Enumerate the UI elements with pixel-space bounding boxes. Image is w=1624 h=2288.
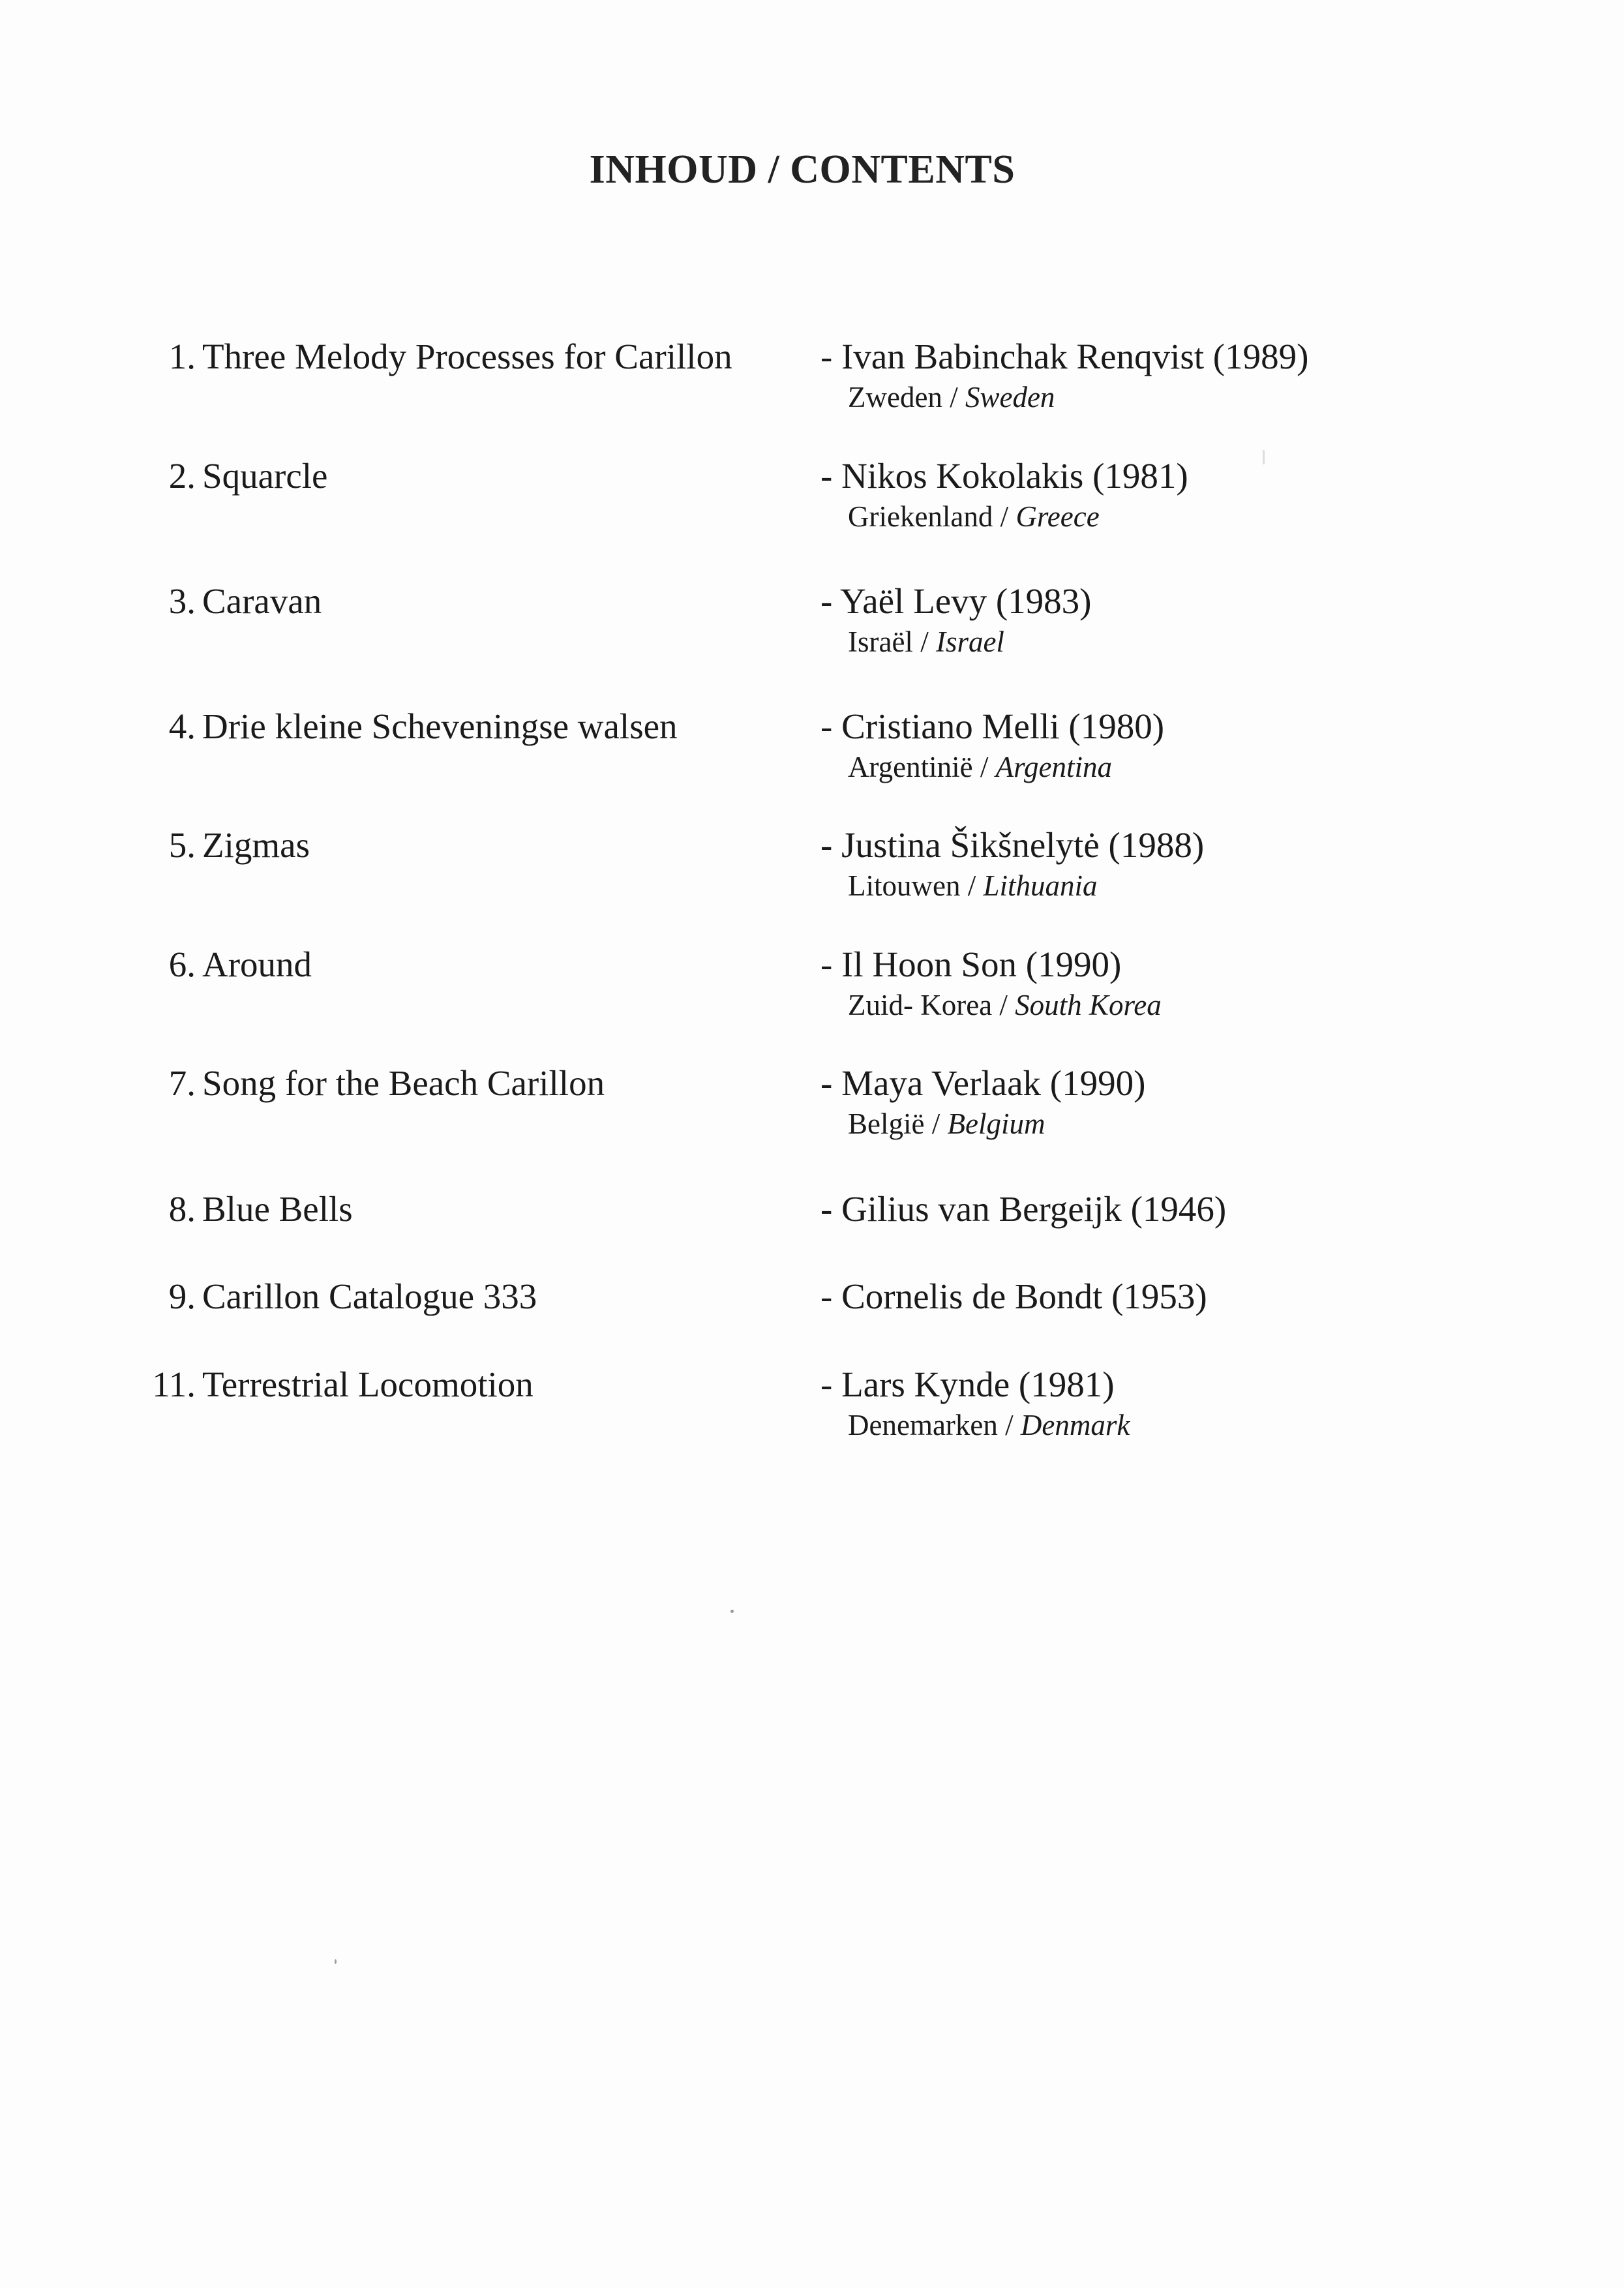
- country-english: Greece: [1015, 500, 1100, 533]
- entry-number: 11.: [152, 1364, 196, 1404]
- country-dutch: Litouwen: [848, 869, 961, 902]
- country-separator: /: [993, 500, 1016, 533]
- country-separator: /: [997, 1409, 1021, 1441]
- country-separator: /: [924, 1107, 948, 1140]
- entry-composer: - Nikos Kokolakis (1981): [820, 456, 1188, 496]
- entry-composer: - Justina Šikšnelytė (1988): [820, 825, 1205, 865]
- entry-work-title: Carillon Catalogue 333: [202, 1276, 537, 1316]
- country-separator: /: [912, 625, 936, 658]
- entry-work-title: Song for the Beach Carillon: [202, 1063, 605, 1103]
- entry-number: 2.: [168, 456, 196, 496]
- entry-country: [848, 750, 1112, 784]
- scan-speck: [730, 1610, 734, 1613]
- entry-number: 3.: [168, 581, 196, 621]
- entry-country: [848, 1107, 1045, 1141]
- entry-number: 1.: [168, 337, 196, 376]
- entry-composer: - Cornelis de Bondt (1953): [820, 1276, 1207, 1316]
- entry-composer: - Ivan Babinchak Renqvist (1989): [820, 337, 1309, 376]
- country-english: Israel: [935, 625, 1004, 658]
- country-dutch: Griekenland: [848, 500, 993, 533]
- country-english: Sweden: [965, 381, 1055, 414]
- country-dutch: Israël: [848, 625, 913, 658]
- entry-work-title: Caravan: [202, 581, 322, 621]
- entry-country: [848, 380, 1055, 414]
- country-english: South Korea: [1015, 989, 1162, 1021]
- entry-composer: - Maya Verlaak (1990): [820, 1063, 1146, 1103]
- entry-composer: - Cristiano Melli (1980): [820, 706, 1165, 746]
- entry-number: 6.: [168, 944, 196, 984]
- country-dutch: Zuid- Korea: [848, 989, 993, 1021]
- entry-number: 7.: [168, 1063, 196, 1103]
- country-separator: /: [960, 869, 984, 902]
- entry-number: 8.: [168, 1189, 196, 1229]
- entry-work-title: Three Melody Processes for Carillon: [202, 337, 732, 376]
- entry-composer: - Il Hoon Son (1990): [820, 944, 1122, 984]
- entry-country: [848, 625, 1004, 659]
- country-dutch: België: [848, 1107, 925, 1140]
- entry-composer: - Lars Kynde (1981): [820, 1364, 1115, 1404]
- scan-speck: [1263, 450, 1265, 464]
- country-english: Argentina: [995, 751, 1112, 783]
- entry-composer: - Gilius van Bergeijk (1946): [820, 1189, 1227, 1229]
- country-dutch: Denemarken: [848, 1409, 998, 1441]
- entry-number: 4.: [168, 706, 196, 746]
- entry-work-title: Around: [202, 944, 312, 984]
- country-separator: /: [992, 989, 1015, 1021]
- entry-work-title: Zigmas: [202, 825, 310, 865]
- entry-country: [848, 869, 1098, 903]
- entry-country: [848, 988, 1162, 1022]
- country-dutch: Argentinië: [848, 751, 973, 783]
- page-title: INHOUD / CONTENTS: [589, 147, 1015, 192]
- country-english: Belgium: [947, 1107, 1045, 1140]
- entry-country: [848, 1408, 1130, 1442]
- entry-work-title: Squarcle: [202, 456, 328, 496]
- scan-speck: [335, 1959, 337, 1964]
- entry-number: 9.: [168, 1276, 196, 1316]
- country-english: Denmark: [1020, 1409, 1130, 1441]
- country-separator: /: [972, 751, 996, 783]
- country-english: Lithuania: [983, 869, 1098, 902]
- entry-work-title: Drie kleine Scheveningse walsen: [202, 706, 678, 746]
- entry-number: 5.: [168, 825, 196, 865]
- entry-work-title: Blue Bells: [202, 1189, 353, 1229]
- entry-work-title: Terrestrial Locomotion: [202, 1364, 534, 1404]
- country-separator: /: [942, 381, 965, 414]
- country-dutch: Zweden: [848, 381, 942, 414]
- entry-composer: - Yaël Levy (1983): [820, 581, 1092, 621]
- entry-country: [848, 500, 1100, 534]
